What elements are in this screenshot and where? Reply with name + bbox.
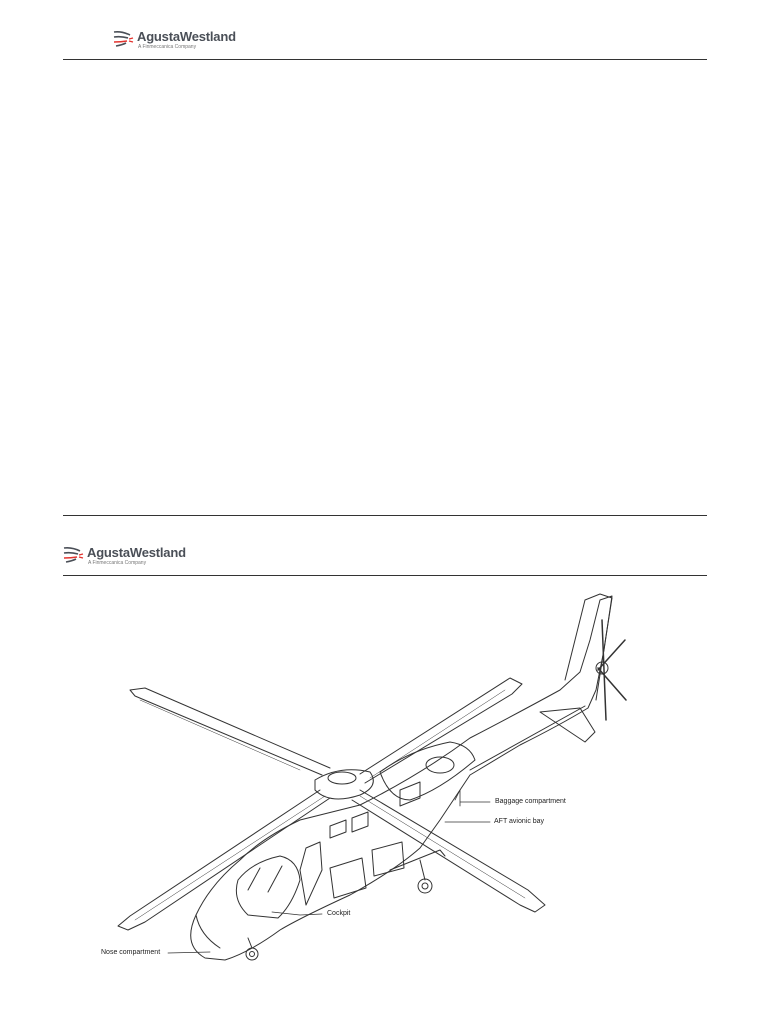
leader-nose (168, 952, 210, 953)
windshield (236, 856, 300, 918)
logo-tagline: A Finmeccanica Company (88, 560, 147, 566)
leader-baggage (455, 790, 490, 806)
rotor-blade (118, 790, 330, 930)
cabin-window (372, 842, 404, 876)
logo-wordmark: AgustaWestland (87, 545, 186, 560)
callout-baggage-compartment: Baggage compartment (495, 798, 566, 805)
cabin-window (330, 858, 366, 898)
tail-rotor (598, 620, 626, 720)
horizontal-stabilizer (540, 708, 595, 742)
rotor-blade (130, 688, 330, 775)
leader-cockpit (272, 912, 322, 915)
main-wheel (418, 879, 432, 893)
nose-wheel (246, 948, 258, 960)
rotor-blade (360, 678, 522, 783)
logo-tagline: A Finmeccanica Company (138, 44, 197, 50)
callout-nose-compartment: Nose compartment (101, 949, 161, 956)
logo-wordmark: AgustaWestland (137, 29, 236, 44)
callout-cockpit: Cockpit (327, 910, 351, 917)
fuselage-outline (191, 596, 612, 960)
engine-cowling (380, 742, 475, 800)
callout-aft-avionic-bay: AFT avionic bay (494, 818, 545, 825)
